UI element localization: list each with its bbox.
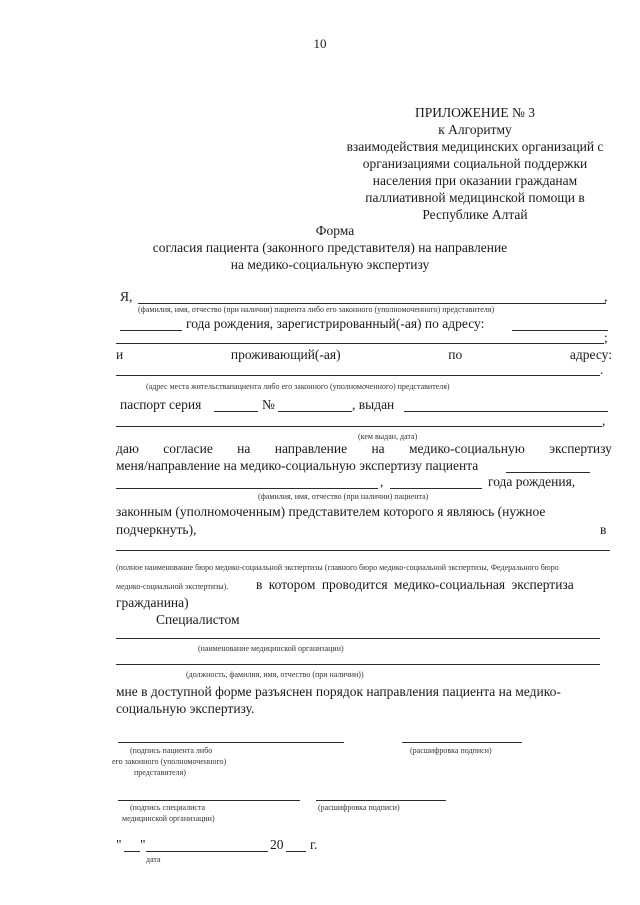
caption-spec-sign1: (подпись специалиста — [130, 803, 206, 812]
passport-number-line — [278, 411, 352, 412]
patient-name-line-2 — [116, 488, 378, 489]
caption-fio-patient2: (фамилия, имя, отчество (при наличии) пациента) — [258, 492, 429, 501]
birth-year-line — [120, 330, 182, 331]
caption-issued: (кем выдан, дата) — [358, 432, 418, 441]
explained-line2: социальную экспертизу. — [116, 701, 255, 716]
header-line: Республике Алтай — [422, 207, 528, 222]
page-number: 10 — [313, 36, 327, 51]
number-sign: № — [262, 397, 275, 412]
bureau-text: в котором проводится медико-социальная экспертиза — [256, 577, 574, 592]
birth-reg-text: года рождения, зарегистрированный(-ая) по адресу: — [186, 316, 485, 331]
date-month-line — [146, 851, 268, 852]
header-line: к Алгоритму — [438, 122, 512, 137]
caption-bureau1: (полное наименование бюро медико-социальной экспертизы (главного бюро медико-социальной экспертизы, Федерального бюро — [116, 563, 559, 572]
header-line: взаимодействия медицинских организаций с — [346, 139, 604, 154]
legal-rep-v: в — [600, 522, 607, 537]
caption-patient-sign2: его законного (уполномоченного) — [112, 757, 227, 766]
caption-spec-sign2: медицинской организации) — [122, 814, 215, 823]
fio-field-line — [138, 303, 606, 304]
legal-rep-line1: законным (уполномоченным) представителем которого я являюсь (нужное — [116, 504, 546, 519]
specialist-label: Специалистом — [156, 612, 240, 627]
ya-label: Я, — [120, 289, 133, 304]
caption-fio-patient: (фамилия, имя, отчество (при наличии) пациента либо его законного (уполномоченного) представителя) — [138, 305, 495, 314]
appendix-header — [330, 104, 620, 223]
form-title-line3: на медико-социальную экспертизу — [230, 257, 430, 272]
caption-bureau2: медико-социальной экспертизы). — [116, 582, 229, 591]
date-year-line — [286, 851, 306, 852]
reg-address-line — [512, 330, 608, 331]
form-title — [120, 222, 540, 273]
caption-decode1: (расшифровка подписи) — [410, 746, 492, 755]
consent-row: даю согласие на направление на медико-социальную экспертизу — [116, 441, 612, 456]
caption-position: (должность, фамилия, имя, отчество (при наличии)) — [186, 670, 364, 679]
specialist-signature-line — [118, 800, 300, 801]
citizen-text: гражданина) — [116, 595, 189, 610]
date-quote-close: " — [140, 837, 146, 852]
date-quote-open: " — [116, 837, 122, 852]
form-title-line2: согласия пациента (законного представителя) на направление — [152, 240, 508, 255]
caption-org: (наименование медицинской организации) — [198, 644, 344, 653]
patient-birth-line — [390, 488, 482, 489]
issued-by-line-2 — [116, 426, 602, 427]
form-title-line1: Форма — [315, 223, 355, 238]
issued-by-line — [404, 411, 608, 412]
header-line: организациями социальной поддержки — [362, 156, 588, 171]
caption-address: (адрес места жительствапациента либо его законного (уполномоченного) представителя) — [146, 382, 450, 391]
patient-name-line — [506, 472, 590, 473]
header-line: населения при оказании гражданам — [372, 173, 578, 188]
caption-date: дата — [146, 855, 161, 864]
decode-line-1 — [402, 742, 522, 743]
explained-line1: мне в доступной форме разъяснен порядок направления пациента на медико- — [116, 684, 561, 699]
passport-series-line — [214, 411, 258, 412]
decode-line-2 — [316, 800, 446, 801]
header-line: паллиативной медицинской помощи в — [365, 190, 585, 205]
med-org-line — [116, 638, 600, 639]
appendix-title: ПРИЛОЖЕНИЕ № 3 — [414, 105, 536, 120]
reg-address-line-2 — [116, 343, 604, 344]
legal-rep-line2: подчеркнуть), — [116, 522, 197, 537]
date-year-prefix: 20 — [270, 837, 284, 852]
date-day-line — [124, 851, 140, 852]
bureau-line — [116, 550, 610, 551]
caption-patient-sign3: представителя) — [134, 768, 186, 777]
passport-label: паспорт серия — [120, 397, 202, 412]
birth-year-text: года рождения, — [488, 474, 576, 489]
caption-patient-sign1: (подпись пациента либо — [130, 746, 213, 755]
date-year-suffix: г. — [310, 837, 318, 852]
caption-decode2: (расшифровка подписи) — [318, 803, 400, 812]
residence-row: и проживающий(-ая) по адресу: — [116, 347, 612, 362]
position-line — [116, 664, 600, 665]
consent-line2: меня/направление на медико-социальную экспертизу пациента — [116, 458, 479, 473]
issued-label: , выдан — [352, 397, 395, 412]
residence-address-line — [116, 375, 600, 376]
patient-signature-line — [118, 742, 344, 743]
